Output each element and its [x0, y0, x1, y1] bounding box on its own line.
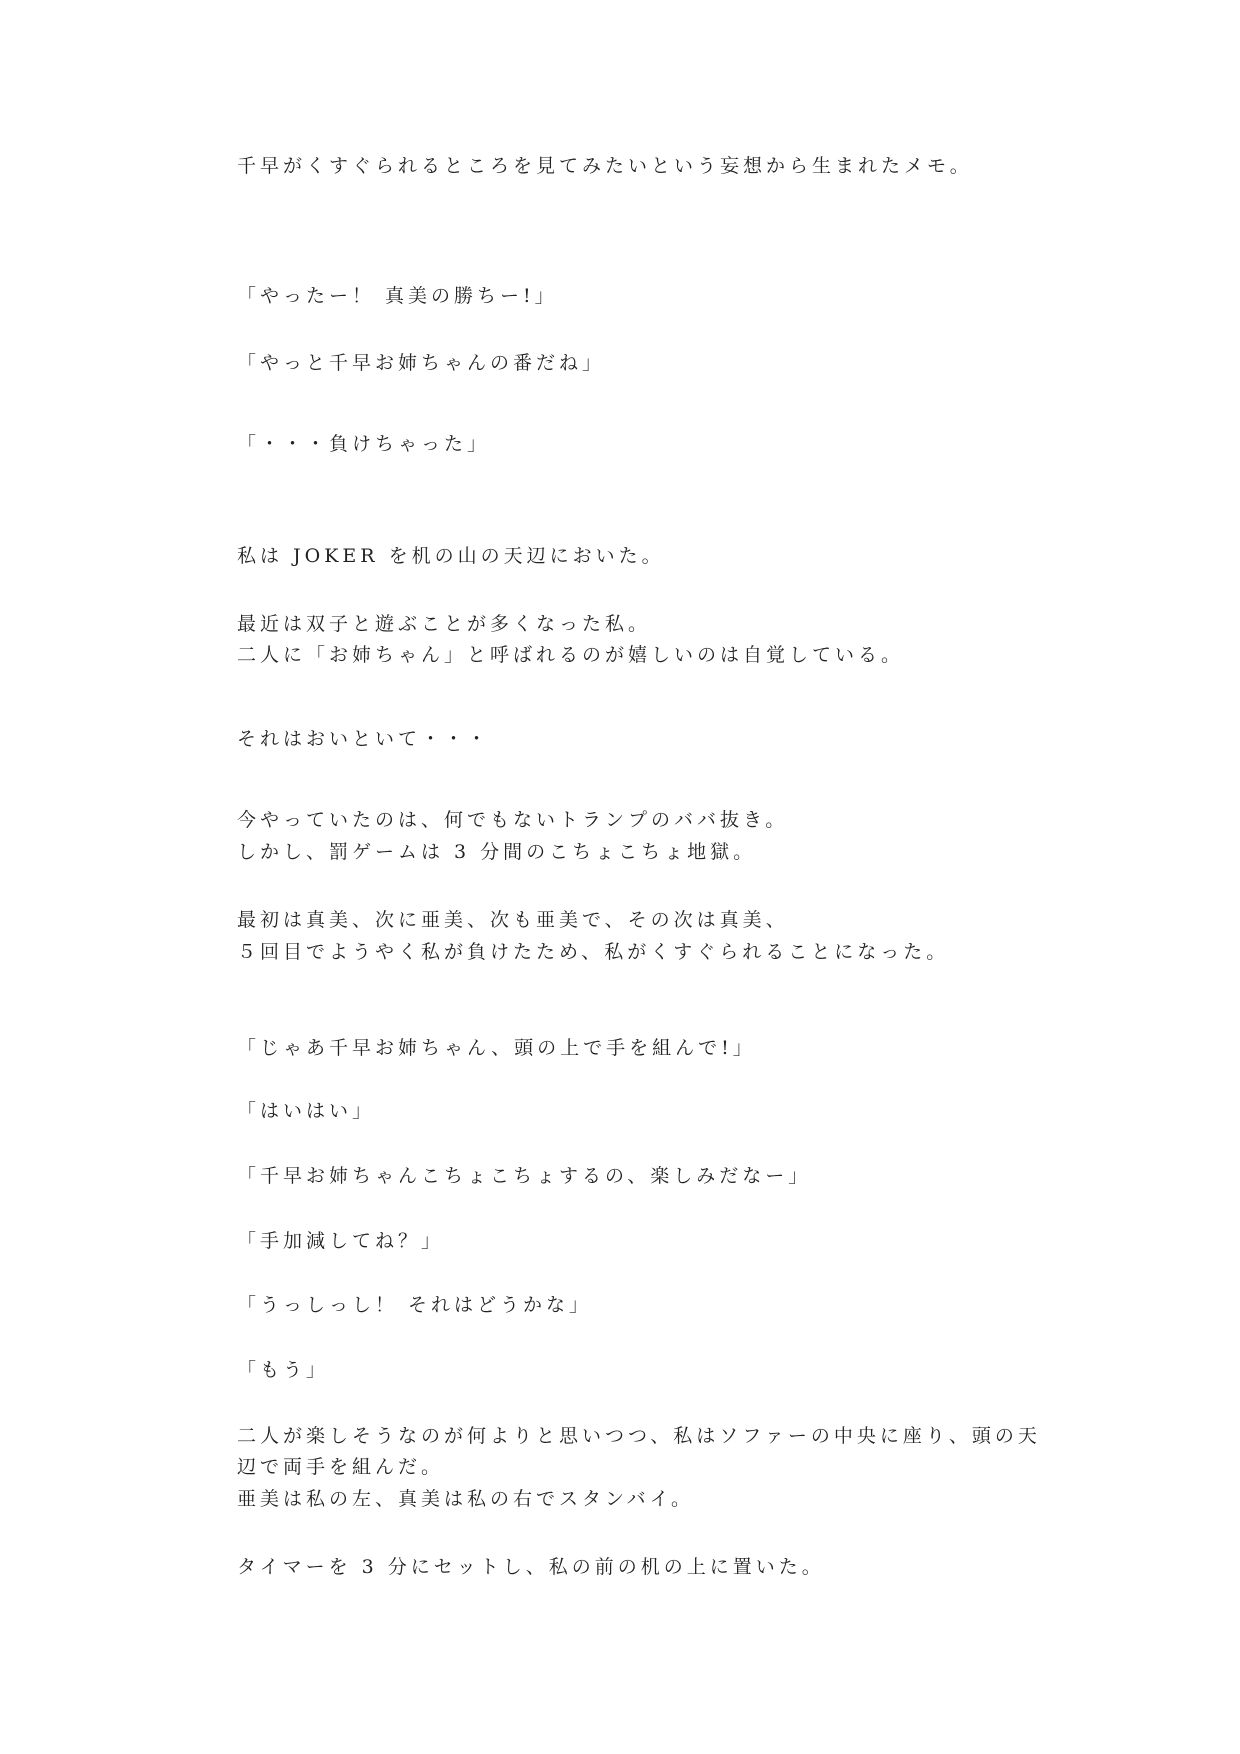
text-line: ５回目でようやく私が負けたため、私がくすぐられることになった。	[237, 941, 950, 963]
text-line: 最近は双子と遊ぶことが多くなった私。	[237, 613, 652, 635]
text-line: 辺で両手を組んだ。	[237, 1456, 445, 1478]
text-line: 今やっていたのは、何でもないトランプのババ抜き。	[237, 809, 789, 831]
text-line: 私は JOKER を机の山の天辺においた。	[237, 545, 665, 567]
text-line: しかし、罰ゲームは 3 分間のこちょこちょ地獄。	[237, 841, 757, 863]
text-line: タイマーを 3 分にセットし、私の前の机の上に置いた。	[237, 1556, 825, 1578]
dialogue-line: 「・・・負けちゃった」	[237, 433, 491, 455]
text-line: 二人に「お姉ちゃん」と呼ばれるのが嬉しいのは自覚している。	[237, 644, 905, 666]
text-line: 最初は真美、次に亜美、次も亜美で、その次は真美、	[237, 909, 789, 931]
dialogue-line: 「やっと千早お姉ちゃんの番だね」	[237, 352, 606, 374]
text-line: 二人が楽しそうなのが何よりと思いつつ、私はソファーの中央に座り、頭の天	[237, 1425, 1041, 1447]
dialogue-line: 「やったー！ 真美の勝ちー!」	[237, 285, 558, 307]
dialogue-line: 「うっしっし！ それはどうかな」	[237, 1294, 593, 1316]
text-line: 千早がくすぐられるところを見てみたいという妄想から生まれたメモ。	[237, 155, 973, 177]
dialogue-line: 「じゃあ千早お姉ちゃん、頭の上で手を組んで!」	[237, 1037, 756, 1059]
dialogue-line: 「手加減してね？」	[237, 1230, 445, 1252]
dialogue-line: 「千早お姉ちゃんこちょこちょするの、楽しみだなー」	[237, 1165, 812, 1187]
text-line: それはおいといて・・・	[237, 728, 491, 750]
text-line: 亜美は私の左、真美は私の右でスタンバイ。	[237, 1488, 694, 1510]
dialogue-line: 「もう」	[237, 1359, 330, 1381]
dialogue-line: 「はいはい」	[237, 1100, 376, 1122]
